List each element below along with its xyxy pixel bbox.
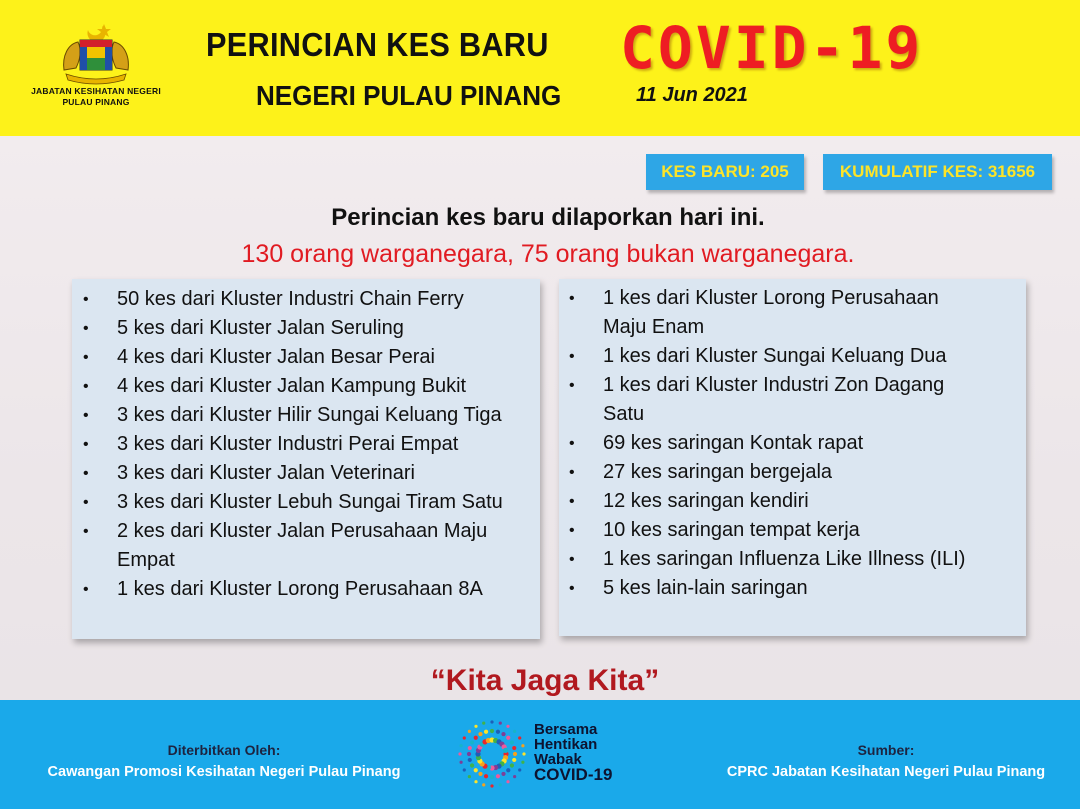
- bullet-icon: •: [569, 522, 575, 539]
- right-case-panel: [559, 279, 1026, 636]
- campaign-text: Bersama Hentikan Wabak COVID-19: [534, 721, 613, 784]
- bullet-icon: •: [83, 320, 89, 337]
- new-cases-badge: KES BARU: 205: [646, 154, 804, 190]
- covid-title: COVID-19: [620, 14, 924, 82]
- starburst-dot: [478, 772, 482, 776]
- list-item: [559, 545, 1018, 574]
- starburst-dot: [474, 780, 477, 783]
- starburst-dot: [501, 732, 505, 736]
- starburst-dot: [510, 740, 514, 744]
- list-item-text: 5 kes lain-lain saringan: [603, 577, 808, 599]
- bullet-icon: •: [83, 407, 89, 424]
- right-case-list: [559, 279, 1026, 603]
- list-item-text: 1 kes dari Kluster Lorong Perusahaan: [603, 287, 939, 309]
- list-item: [72, 285, 532, 314]
- starburst-dot: [482, 783, 485, 786]
- list-item: [559, 429, 1018, 458]
- starburst-dot: [499, 783, 502, 786]
- bullet-icon: •: [83, 494, 89, 511]
- list-item: [72, 401, 532, 430]
- starburst-dot: [506, 768, 510, 772]
- list-item-text: Empat: [117, 549, 175, 571]
- starburst-dot: [506, 736, 510, 740]
- list-item-text: 2 kes dari Kluster Jalan Perusahaan Maju: [117, 520, 488, 542]
- starburst-dot: [518, 768, 521, 771]
- starburst-dot: [490, 720, 493, 723]
- starburst-dot: [458, 752, 461, 755]
- bullet-icon: •: [569, 377, 575, 394]
- starburst-dot: [463, 768, 466, 771]
- left-case-list: [72, 279, 540, 604]
- list-item-text: 50 kes dari Kluster Industri Chain Ferry: [117, 288, 464, 310]
- list-item: [72, 459, 532, 488]
- list-item: [72, 517, 532, 575]
- left-case-panel: [72, 279, 540, 639]
- starburst-dot: [522, 752, 525, 755]
- list-item-text: 1 kes dari Kluster Industri Zon Dagang: [603, 374, 945, 396]
- publisher-label: Diterbitkan Oleh:: [167, 742, 281, 758]
- starburst-dot: [467, 752, 471, 756]
- list-item: [559, 574, 1018, 603]
- bullet-icon: •: [83, 581, 89, 598]
- list-item-text: 4 kes dari Kluster Jalan Kampung Bukit: [117, 375, 467, 397]
- starburst-dot: [484, 730, 488, 734]
- source-label: Sumber:: [857, 742, 915, 758]
- starburst-dot: [499, 721, 502, 724]
- bullet-icon: •: [569, 493, 575, 510]
- starburst-dot: [490, 729, 494, 733]
- bullet-icon: •: [83, 436, 89, 453]
- publisher-name: Cawangan Promosi Kesihatan Negeri Pulau Pinang: [47, 764, 401, 780]
- bullet-icon: •: [83, 291, 89, 308]
- starburst-dot: [468, 758, 472, 762]
- starburst-dot: [512, 758, 516, 762]
- starburst-dot: [490, 784, 493, 787]
- list-item-text: 1 kes dari Kluster Sungai Keluang Dua: [603, 345, 947, 367]
- starburst-dot: [463, 736, 466, 739]
- list-item: [559, 284, 1018, 342]
- list-item: [72, 343, 532, 372]
- starburst-dot: [503, 748, 508, 753]
- list-item-text: 69 kes saringan Kontak rapat: [603, 432, 864, 454]
- list-item-text: 3 kes dari Kluster Hilir Sungai Keluang Tiga: [117, 404, 502, 426]
- starburst-logo-icon: [456, 718, 528, 790]
- department-name: JABATAN KESIHATAN NEGERI PULAU PINANG: [31, 86, 161, 107]
- starburst-dot: [518, 736, 521, 739]
- starburst-dot: [474, 736, 478, 740]
- list-item: [559, 516, 1018, 545]
- summary-heading: Perincian kes baru dilaporkan hari ini.: [331, 204, 765, 231]
- starburst-dot: [478, 732, 482, 736]
- cumulative-cases-badge: KUMULATIF KES: 31656: [823, 154, 1052, 190]
- starburst-dot: [506, 725, 509, 728]
- bullet-icon: •: [83, 465, 89, 482]
- starburst-dot: [490, 775, 494, 779]
- starburst-dot: [459, 744, 462, 747]
- list-item-text: 1 kes dari Kluster Lorong Perusahaan 8A: [117, 578, 483, 600]
- list-item: [72, 488, 532, 517]
- list-item: [559, 342, 1018, 371]
- bullet-icon: •: [569, 551, 575, 568]
- list-item-text: 5 kes dari Kluster Jalan Seruling: [117, 317, 404, 339]
- starburst-dot: [513, 752, 517, 756]
- list-item: [559, 458, 1018, 487]
- report-date: 11 Jun 2021: [636, 84, 748, 106]
- starburst-dot: [470, 740, 474, 744]
- starburst-dot: [521, 744, 524, 747]
- list-item-text: Maju Enam: [603, 316, 705, 338]
- starburst-dot: [496, 730, 500, 734]
- list-item-text: 3 kes dari Kluster Industri Perai Empat: [117, 433, 459, 455]
- starburst-dot: [468, 746, 472, 750]
- starburst-dot: [496, 774, 500, 778]
- title-line2: NEGERI PULAU PINANG: [256, 80, 562, 111]
- source-name: CPRC Jabatan Kesihatan Negeri Pulau Pinang: [726, 764, 1046, 780]
- starburst-dot: [474, 768, 478, 772]
- starburst-dot: [474, 725, 477, 728]
- starburst-dot: [513, 730, 516, 733]
- footer-banner: [0, 700, 1080, 809]
- summary-breakdown: 130 orang warganegara, 75 orang bukan warganegara.: [241, 240, 855, 268]
- bullet-icon: •: [83, 378, 89, 395]
- list-item: [72, 314, 532, 343]
- starburst-dot: [512, 746, 516, 750]
- list-item: [559, 371, 1018, 429]
- starburst-dot: [501, 772, 505, 776]
- list-item-text: 27 kes saringan bergejala: [603, 461, 833, 483]
- list-item-text: 10 kes saringan tempat kerja: [603, 519, 860, 541]
- starburst-dot: [459, 761, 462, 764]
- list-item: [72, 575, 532, 604]
- title-line1: PERINCIAN KES BARU: [206, 26, 549, 63]
- list-item: [72, 430, 532, 459]
- list-item-text: 3 kes dari Kluster Jalan Veterinari: [117, 462, 415, 484]
- starburst-dot: [468, 730, 471, 733]
- bullet-icon: •: [569, 435, 575, 452]
- starburst-dot: [521, 761, 524, 764]
- list-item-text: 1 kes saringan Influenza Like Illness (ILI): [603, 548, 966, 570]
- malaysia-coat-of-arms-icon: [58, 20, 134, 86]
- header-banner: [0, 0, 1080, 136]
- starburst-dot: [470, 763, 474, 767]
- starburst-dot: [468, 775, 471, 778]
- slogan: “Kita Jaga Kita”: [430, 664, 660, 697]
- starburst-dot: [510, 763, 514, 767]
- starburst-dot: [482, 721, 485, 724]
- bullet-icon: •: [83, 523, 89, 540]
- list-item-text: 12 kes saringan kendiri: [603, 490, 809, 512]
- bullet-icon: •: [569, 348, 575, 365]
- starburst-dot: [513, 775, 516, 778]
- list-item: [72, 372, 532, 401]
- starburst-dot: [506, 780, 509, 783]
- list-item-text: 3 kes dari Kluster Lebuh Sungai Tiram Satu: [117, 491, 503, 513]
- list-item-text: Satu: [603, 403, 645, 425]
- bullet-icon: •: [569, 290, 575, 307]
- bullet-icon: •: [83, 349, 89, 366]
- starburst-dot: [484, 774, 488, 778]
- list-item: [559, 487, 1018, 516]
- list-item-text: 4 kes dari Kluster Jalan Besar Perai: [117, 346, 435, 368]
- bullet-icon: •: [569, 580, 575, 597]
- bullet-icon: •: [569, 464, 575, 481]
